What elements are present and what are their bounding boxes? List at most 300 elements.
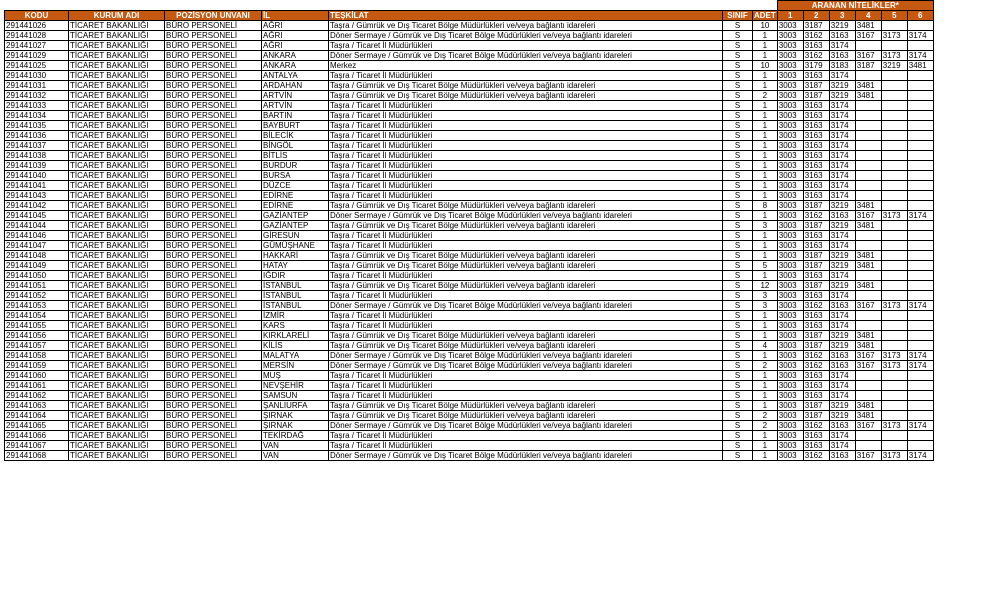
cell-pozisyon-unvani: BÜRO PERSONELİ xyxy=(165,421,262,431)
table-row xyxy=(5,451,934,461)
cell-nitelik-2: 3163 xyxy=(803,141,829,151)
cell-kodu: 291441037 xyxy=(5,141,69,151)
cell-nitelik-4 xyxy=(855,241,881,251)
cell-teskilat: Taşra / Gümrük ve Dış Ticaret Bölge Müdürlükleri ve/veya bağlantı idareleri xyxy=(329,281,723,291)
cell-nitelik-6 xyxy=(907,331,933,341)
col-header-nitelik-6: 6 xyxy=(907,11,933,21)
cell-adet: 1 xyxy=(753,441,778,451)
cell-il: BARTIN xyxy=(262,111,329,121)
cell-nitelik-2: 3163 xyxy=(803,391,829,401)
cell-adet: 1 xyxy=(753,151,778,161)
cell-sinif: S xyxy=(723,171,753,181)
cell-kurum-adi: TİCARET BAKANLIĞI xyxy=(69,241,165,251)
cell-nitelik-2: 3187 xyxy=(803,221,829,231)
cell-nitelik-3: 3174 xyxy=(829,291,855,301)
cell-nitelik-3: 3163 xyxy=(829,211,855,221)
cell-kurum-adi: TİCARET BAKANLIĞI xyxy=(69,221,165,231)
cell-nitelik-4 xyxy=(855,41,881,51)
cell-nitelik-5 xyxy=(881,291,907,301)
cell-il: KARS xyxy=(262,321,329,331)
cell-nitelik-5: 3173 xyxy=(881,211,907,221)
cell-pozisyon-unvani: BÜRO PERSONELİ xyxy=(165,51,262,61)
cell-nitelik-6: 3174 xyxy=(907,351,933,361)
cell-kodu: 291441038 xyxy=(5,151,69,161)
cell-teskilat: Taşra / Ticaret İl Müdürlükleri xyxy=(329,141,723,151)
cell-nitelik-3: 3163 xyxy=(829,351,855,361)
cell-nitelik-1: 3003 xyxy=(777,361,803,371)
cell-nitelik-2: 3162 xyxy=(803,361,829,371)
cell-nitelik-1: 3003 xyxy=(777,441,803,451)
cell-nitelik-3: 3174 xyxy=(829,391,855,401)
cell-kurum-adi: TİCARET BAKANLIĞI xyxy=(69,211,165,221)
cell-pozisyon-unvani: BÜRO PERSONELİ xyxy=(165,71,262,81)
cell-kodu: 291441056 xyxy=(5,331,69,341)
col-header-sinif: SINIF xyxy=(723,11,753,21)
cell-teskilat: Taşra / Ticaret İl Müdürlükleri xyxy=(329,181,723,191)
cell-pozisyon-unvani: BÜRO PERSONELİ xyxy=(165,241,262,251)
cell-kurum-adi: TİCARET BAKANLIĞI xyxy=(69,331,165,341)
cell-nitelik-4: 3481 xyxy=(855,331,881,341)
cell-sinif: S xyxy=(723,151,753,161)
cell-kurum-adi: TİCARET BAKANLIĞI xyxy=(69,381,165,391)
cell-kodu: 291441051 xyxy=(5,281,69,291)
cell-adet: 3 xyxy=(753,291,778,301)
cell-nitelik-4: 3481 xyxy=(855,341,881,351)
cell-nitelik-3: 3219 xyxy=(829,341,855,351)
cell-nitelik-6 xyxy=(907,311,933,321)
table-row xyxy=(5,381,934,391)
cell-sinif: S xyxy=(723,141,753,151)
cell-teskilat: Taşra / Ticaret İl Müdürlükleri xyxy=(329,391,723,401)
cell-adet: 1 xyxy=(753,241,778,251)
cell-nitelik-3: 3174 xyxy=(829,371,855,381)
cell-kurum-adi: TİCARET BAKANLIĞI xyxy=(69,51,165,61)
cell-nitelik-3: 3174 xyxy=(829,311,855,321)
cell-sinif: S xyxy=(723,81,753,91)
cell-nitelik-5 xyxy=(881,91,907,101)
cell-il: HATAY xyxy=(262,261,329,271)
cell-teskilat: Taşra / Ticaret İl Müdürlükleri xyxy=(329,241,723,251)
cell-sinif: S xyxy=(723,401,753,411)
cell-nitelik-5 xyxy=(881,81,907,91)
cell-pozisyon-unvani: BÜRO PERSONELİ xyxy=(165,261,262,271)
cell-nitelik-2: 3163 xyxy=(803,71,829,81)
cell-nitelik-2: 3179 xyxy=(803,61,829,71)
cell-nitelik-1: 3003 xyxy=(777,271,803,281)
cell-kodu: 291441064 xyxy=(5,411,69,421)
table-row xyxy=(5,141,934,151)
cell-nitelik-1: 3003 xyxy=(777,301,803,311)
cell-nitelik-6 xyxy=(907,281,933,291)
cell-kurum-adi: TİCARET BAKANLIĞI xyxy=(69,341,165,351)
cell-nitelik-2: 3187 xyxy=(803,81,829,91)
cell-kodu: 291441052 xyxy=(5,291,69,301)
cell-nitelik-6 xyxy=(907,191,933,201)
cell-adet: 1 xyxy=(753,131,778,141)
cell-kodu: 291441043 xyxy=(5,191,69,201)
cell-teskilat: Merkez xyxy=(329,61,723,71)
cell-nitelik-3: 3174 xyxy=(829,161,855,171)
cell-adet: 1 xyxy=(753,81,778,91)
cell-sinif: S xyxy=(723,351,753,361)
cell-nitelik-2: 3163 xyxy=(803,231,829,241)
cell-kurum-adi: TİCARET BAKANLIĞI xyxy=(69,351,165,361)
cell-kurum-adi: TİCARET BAKANLIĞI xyxy=(69,151,165,161)
cell-nitelik-4 xyxy=(855,121,881,131)
cell-pozisyon-unvani: BÜRO PERSONELİ xyxy=(165,231,262,241)
cell-nitelik-3: 3163 xyxy=(829,51,855,61)
cell-nitelik-2: 3163 xyxy=(803,371,829,381)
cell-nitelik-4 xyxy=(855,161,881,171)
cell-il: GAZİANTEP xyxy=(262,211,329,221)
cell-teskilat: Döner Sermaye / Gümrük ve Dış Ticaret Bölge Müdürlükleri ve/veya bağlantı idareleri xyxy=(329,421,723,431)
col-header-nitelik-5: 5 xyxy=(881,11,907,21)
cell-nitelik-6 xyxy=(907,81,933,91)
cell-nitelik-2: 3162 xyxy=(803,31,829,41)
cell-pozisyon-unvani: BÜRO PERSONELİ xyxy=(165,301,262,311)
cell-nitelik-4 xyxy=(855,151,881,161)
table-row xyxy=(5,271,934,281)
cell-il: ŞANLIURFA xyxy=(262,401,329,411)
cell-nitelik-6 xyxy=(907,141,933,151)
cell-sinif: S xyxy=(723,271,753,281)
cell-teskilat: Taşra / Gümrük ve Dış Ticaret Bölge Müdürlükleri ve/veya bağlantı idareleri xyxy=(329,21,723,31)
title-row xyxy=(5,1,934,11)
cell-sinif: S xyxy=(723,221,753,231)
cell-nitelik-2: 3162 xyxy=(803,211,829,221)
cell-adet: 2 xyxy=(753,411,778,421)
cell-kurum-adi: TİCARET BAKANLIĞI xyxy=(69,411,165,421)
cell-teskilat: Döner Sermaye / Gümrük ve Dış Ticaret Bölge Müdürlükleri ve/veya bağlantı idareleri xyxy=(329,451,723,461)
cell-kurum-adi: TİCARET BAKANLIĞI xyxy=(69,131,165,141)
cell-nitelik-6 xyxy=(907,71,933,81)
cell-kurum-adi: TİCARET BAKANLIĞI xyxy=(69,231,165,241)
cell-teskilat: Taşra / Ticaret İl Müdürlükleri xyxy=(329,171,723,181)
cell-adet: 5 xyxy=(753,261,778,271)
cell-nitelik-4 xyxy=(855,231,881,241)
cell-nitelik-1: 3003 xyxy=(777,341,803,351)
cell-nitelik-2: 3163 xyxy=(803,121,829,131)
cell-sinif: S xyxy=(723,371,753,381)
cell-nitelik-4: 3481 xyxy=(855,221,881,231)
cell-nitelik-4: 3167 xyxy=(855,361,881,371)
cell-teskilat: Taşra / Ticaret İl Müdürlükleri xyxy=(329,191,723,201)
cell-nitelik-5: 3173 xyxy=(881,361,907,371)
cell-il: GÜMÜŞHANE xyxy=(262,241,329,251)
cell-nitelik-6 xyxy=(907,131,933,141)
cell-kodu: 291441053 xyxy=(5,301,69,311)
cell-nitelik-3: 3174 xyxy=(829,121,855,131)
cell-pozisyon-unvani: BÜRO PERSONELİ xyxy=(165,401,262,411)
cell-kodu: 291441036 xyxy=(5,131,69,141)
cell-teskilat: Taşra / Gümrük ve Dış Ticaret Bölge Müdürlükleri ve/veya bağlantı idareleri xyxy=(329,401,723,411)
cell-nitelik-4 xyxy=(855,181,881,191)
cell-pozisyon-unvani: BÜRO PERSONELİ xyxy=(165,201,262,211)
table-row xyxy=(5,81,934,91)
table-row xyxy=(5,291,934,301)
cell-kurum-adi: TİCARET BAKANLIĞI xyxy=(69,81,165,91)
cell-il: BİNGÖL xyxy=(262,141,329,151)
cell-kodu: 291441031 xyxy=(5,81,69,91)
cell-nitelik-5 xyxy=(881,411,907,421)
cell-nitelik-1: 3003 xyxy=(777,311,803,321)
cell-nitelik-1: 3003 xyxy=(777,191,803,201)
cell-nitelik-4 xyxy=(855,191,881,201)
cell-teskilat: Taşra / Ticaret İl Müdürlükleri xyxy=(329,321,723,331)
cell-sinif: S xyxy=(723,251,753,261)
cell-nitelik-6 xyxy=(907,151,933,161)
cell-nitelik-1: 3003 xyxy=(777,411,803,421)
cell-il: KİLİS xyxy=(262,341,329,351)
cell-nitelik-2: 3187 xyxy=(803,21,829,31)
cell-nitelik-6 xyxy=(907,431,933,441)
cell-nitelik-5 xyxy=(881,311,907,321)
cell-teskilat: Taşra / Ticaret İl Müdürlükleri xyxy=(329,441,723,451)
cell-il: İSTANBUL xyxy=(262,301,329,311)
table-row xyxy=(5,61,934,71)
cell-nitelik-5 xyxy=(881,151,907,161)
table-row xyxy=(5,201,934,211)
cell-sinif: S xyxy=(723,431,753,441)
cell-nitelik-1: 3003 xyxy=(777,391,803,401)
cell-il: MALATYA xyxy=(262,351,329,361)
cell-sinif: S xyxy=(723,381,753,391)
cell-nitelik-3: 3219 xyxy=(829,81,855,91)
cell-pozisyon-unvani: BÜRO PERSONELİ xyxy=(165,251,262,261)
table-row xyxy=(5,181,934,191)
cell-sinif: S xyxy=(723,341,753,351)
cell-nitelik-4: 3167 xyxy=(855,421,881,431)
cell-nitelik-2: 3163 xyxy=(803,131,829,141)
cell-il: HAKKARİ xyxy=(262,251,329,261)
cell-nitelik-4: 3481 xyxy=(855,261,881,271)
cell-nitelik-2: 3163 xyxy=(803,381,829,391)
cell-nitelik-6 xyxy=(907,41,933,51)
cell-nitelik-5: 3219 xyxy=(881,61,907,71)
cell-adet: 1 xyxy=(753,321,778,331)
cell-nitelik-3: 3174 xyxy=(829,431,855,441)
cell-adet: 10 xyxy=(753,21,778,31)
table-row xyxy=(5,151,934,161)
cell-nitelik-5 xyxy=(881,71,907,81)
cell-kurum-adi: TİCARET BAKANLIĞI xyxy=(69,261,165,271)
cell-nitelik-2: 3187 xyxy=(803,401,829,411)
cell-nitelik-4: 3481 xyxy=(855,91,881,101)
cell-kodu: 291441040 xyxy=(5,171,69,181)
cell-teskilat: Taşra / Ticaret İl Müdürlükleri xyxy=(329,151,723,161)
cell-kurum-adi: TİCARET BAKANLIĞI xyxy=(69,71,165,81)
cell-teskilat: Taşra / Ticaret İl Müdürlükleri xyxy=(329,271,723,281)
cell-nitelik-2: 3187 xyxy=(803,411,829,421)
cell-il: ŞIRNAK xyxy=(262,411,329,421)
cell-adet: 1 xyxy=(753,121,778,131)
cell-teskilat: Taşra / Gümrük ve Dış Ticaret Bölge Müdürlükleri ve/veya bağlantı idareleri xyxy=(329,81,723,91)
cell-nitelik-4 xyxy=(855,131,881,141)
cell-nitelik-3: 3219 xyxy=(829,261,855,271)
cell-pozisyon-unvani: BÜRO PERSONELİ xyxy=(165,111,262,121)
cell-nitelik-4 xyxy=(855,71,881,81)
cell-kodu: 291441068 xyxy=(5,451,69,461)
cell-kurum-adi: TİCARET BAKANLIĞI xyxy=(69,181,165,191)
cell-teskilat: Taşra / Gümrük ve Dış Ticaret Bölge Müdürlükleri ve/veya bağlantı idareleri xyxy=(329,221,723,231)
cell-sinif: S xyxy=(723,331,753,341)
cell-sinif: S xyxy=(723,231,753,241)
cell-sinif: S xyxy=(723,31,753,41)
cell-sinif: S xyxy=(723,411,753,421)
cell-sinif: S xyxy=(723,71,753,81)
cell-sinif: S xyxy=(723,321,753,331)
cell-adet: 1 xyxy=(753,431,778,441)
cell-il: MUŞ xyxy=(262,371,329,381)
cell-nitelik-4 xyxy=(855,371,881,381)
cell-nitelik-1: 3003 xyxy=(777,421,803,431)
cell-il: DÜZCE xyxy=(262,181,329,191)
cell-nitelik-5 xyxy=(881,141,907,151)
cell-nitelik-3: 3219 xyxy=(829,411,855,421)
cell-sinif: S xyxy=(723,161,753,171)
cell-nitelik-5 xyxy=(881,221,907,231)
cell-pozisyon-unvani: BÜRO PERSONELİ xyxy=(165,31,262,41)
cell-adet: 1 xyxy=(753,31,778,41)
cell-adet: 3 xyxy=(753,301,778,311)
cell-nitelik-1: 3003 xyxy=(777,351,803,361)
cell-nitelik-2: 3163 xyxy=(803,321,829,331)
cell-teskilat: Taşra / Gümrük ve Dış Ticaret Bölge Müdürlükleri ve/veya bağlantı idareleri xyxy=(329,341,723,351)
table-body xyxy=(5,21,934,461)
cell-nitelik-5 xyxy=(881,121,907,131)
cell-nitelik-6 xyxy=(907,231,933,241)
table-row xyxy=(5,331,934,341)
cell-kurum-adi: TİCARET BAKANLIĞI xyxy=(69,61,165,71)
cell-il: EDİRNE xyxy=(262,191,329,201)
cell-nitelik-1: 3003 xyxy=(777,211,803,221)
cell-adet: 1 xyxy=(753,351,778,361)
cell-teskilat: Taşra / Ticaret İl Müdürlükleri xyxy=(329,101,723,111)
table-row xyxy=(5,31,934,41)
cell-adet: 1 xyxy=(753,171,778,181)
cell-nitelik-2: 3187 xyxy=(803,281,829,291)
table-row xyxy=(5,131,934,141)
cell-kodu: 291441058 xyxy=(5,351,69,361)
table-row xyxy=(5,211,934,221)
cell-teskilat: Taşra / Ticaret İl Müdürlükleri xyxy=(329,311,723,321)
cell-adet: 1 xyxy=(753,401,778,411)
cell-nitelik-4: 3187 xyxy=(855,61,881,71)
cell-pozisyon-unvani: BÜRO PERSONELİ xyxy=(165,321,262,331)
cell-pozisyon-unvani: BÜRO PERSONELİ xyxy=(165,61,262,71)
cell-il: BİTLİS xyxy=(262,151,329,161)
cell-kurum-adi: TİCARET BAKANLIĞI xyxy=(69,431,165,441)
cell-nitelik-5 xyxy=(881,241,907,251)
cell-nitelik-6 xyxy=(907,121,933,131)
cell-kurum-adi: TİCARET BAKANLIĞI xyxy=(69,201,165,211)
cell-teskilat: Taşra / Gümrük ve Dış Ticaret Bölge Müdürlükleri ve/veya bağlantı idareleri xyxy=(329,251,723,261)
cell-nitelik-6 xyxy=(907,181,933,191)
cell-kodu: 291441042 xyxy=(5,201,69,211)
cell-nitelik-1: 3003 xyxy=(777,251,803,261)
cell-il: GİRESUN xyxy=(262,231,329,241)
cell-kodu: 291441057 xyxy=(5,341,69,351)
cell-nitelik-4: 3481 xyxy=(855,411,881,421)
cell-sinif: S xyxy=(723,241,753,251)
cell-kodu: 291441033 xyxy=(5,101,69,111)
cell-nitelik-1: 3003 xyxy=(777,111,803,121)
cell-nitelik-1: 3003 xyxy=(777,131,803,141)
cell-il: BURDUR xyxy=(262,161,329,171)
cell-pozisyon-unvani: BÜRO PERSONELİ xyxy=(165,141,262,151)
table-row xyxy=(5,111,934,121)
cell-adet: 1 xyxy=(753,161,778,171)
cell-nitelik-2: 3162 xyxy=(803,51,829,61)
cell-nitelik-5 xyxy=(881,231,907,241)
cell-nitelik-3: 3163 xyxy=(829,31,855,41)
cell-nitelik-4: 3167 xyxy=(855,351,881,361)
cell-nitelik-2: 3163 xyxy=(803,161,829,171)
cell-kurum-adi: TİCARET BAKANLIĞI xyxy=(69,251,165,261)
cell-pozisyon-unvani: BÜRO PERSONELİ xyxy=(165,381,262,391)
cell-nitelik-3: 3163 xyxy=(829,421,855,431)
cell-nitelik-5 xyxy=(881,131,907,141)
cell-kurum-adi: TİCARET BAKANLIĞI xyxy=(69,91,165,101)
cell-teskilat: Taşra / Ticaret İl Müdürlükleri xyxy=(329,431,723,441)
cell-adet: 1 xyxy=(753,331,778,341)
col-header-nitelik-2: 2 xyxy=(803,11,829,21)
cell-kurum-adi: TİCARET BAKANLIĞI xyxy=(69,31,165,41)
cell-kurum-adi: TİCARET BAKANLIĞI xyxy=(69,41,165,51)
cell-nitelik-6: 3174 xyxy=(907,31,933,41)
col-header-il: İL xyxy=(262,11,329,21)
cell-sinif: S xyxy=(723,131,753,141)
table-row xyxy=(5,441,934,451)
cell-pozisyon-unvani: BÜRO PERSONELİ xyxy=(165,331,262,341)
cell-nitelik-2: 3163 xyxy=(803,41,829,51)
cell-nitelik-6 xyxy=(907,381,933,391)
cell-kurum-adi: TİCARET BAKANLIĞI xyxy=(69,441,165,451)
cell-pozisyon-unvani: BÜRO PERSONELİ xyxy=(165,291,262,301)
cell-nitelik-2: 3163 xyxy=(803,171,829,181)
cell-sinif: S xyxy=(723,441,753,451)
cell-nitelik-2: 3163 xyxy=(803,311,829,321)
cell-il: BAYBURT xyxy=(262,121,329,131)
cell-pozisyon-unvani: BÜRO PERSONELİ xyxy=(165,211,262,221)
cell-kodu: 291441041 xyxy=(5,181,69,191)
cell-il: İSTANBUL xyxy=(262,291,329,301)
cell-nitelik-6 xyxy=(907,291,933,301)
cell-sinif: S xyxy=(723,51,753,61)
cell-nitelik-2: 3163 xyxy=(803,271,829,281)
cell-kurum-adi: TİCARET BAKANLIĞI xyxy=(69,21,165,31)
cell-pozisyon-unvani: BÜRO PERSONELİ xyxy=(165,441,262,451)
cell-kodu: 291441061 xyxy=(5,381,69,391)
cell-nitelik-3: 3174 xyxy=(829,381,855,391)
cell-kurum-adi: TİCARET BAKANLIĞI xyxy=(69,321,165,331)
cell-pozisyon-unvani: BÜRO PERSONELİ xyxy=(165,181,262,191)
col-header-nitelik-3: 3 xyxy=(829,11,855,21)
cell-sinif: S xyxy=(723,291,753,301)
cell-adet: 1 xyxy=(753,451,778,461)
cell-teskilat: Döner Sermaye / Gümrük ve Dış Ticaret Bölge Müdürlükleri ve/veya bağlantı idareleri xyxy=(329,361,723,371)
cell-nitelik-5 xyxy=(881,191,907,201)
cell-nitelik-2: 3163 xyxy=(803,111,829,121)
cell-nitelik-3: 3163 xyxy=(829,451,855,461)
cell-nitelik-2: 3187 xyxy=(803,331,829,341)
cell-pozisyon-unvani: BÜRO PERSONELİ xyxy=(165,81,262,91)
cell-teskilat: Taşra / Ticaret İl Müdürlükleri xyxy=(329,111,723,121)
col-header-nitelik-4: 4 xyxy=(855,11,881,21)
table-row xyxy=(5,41,934,51)
cell-il: ANKARA xyxy=(262,51,329,61)
cell-nitelik-4 xyxy=(855,321,881,331)
